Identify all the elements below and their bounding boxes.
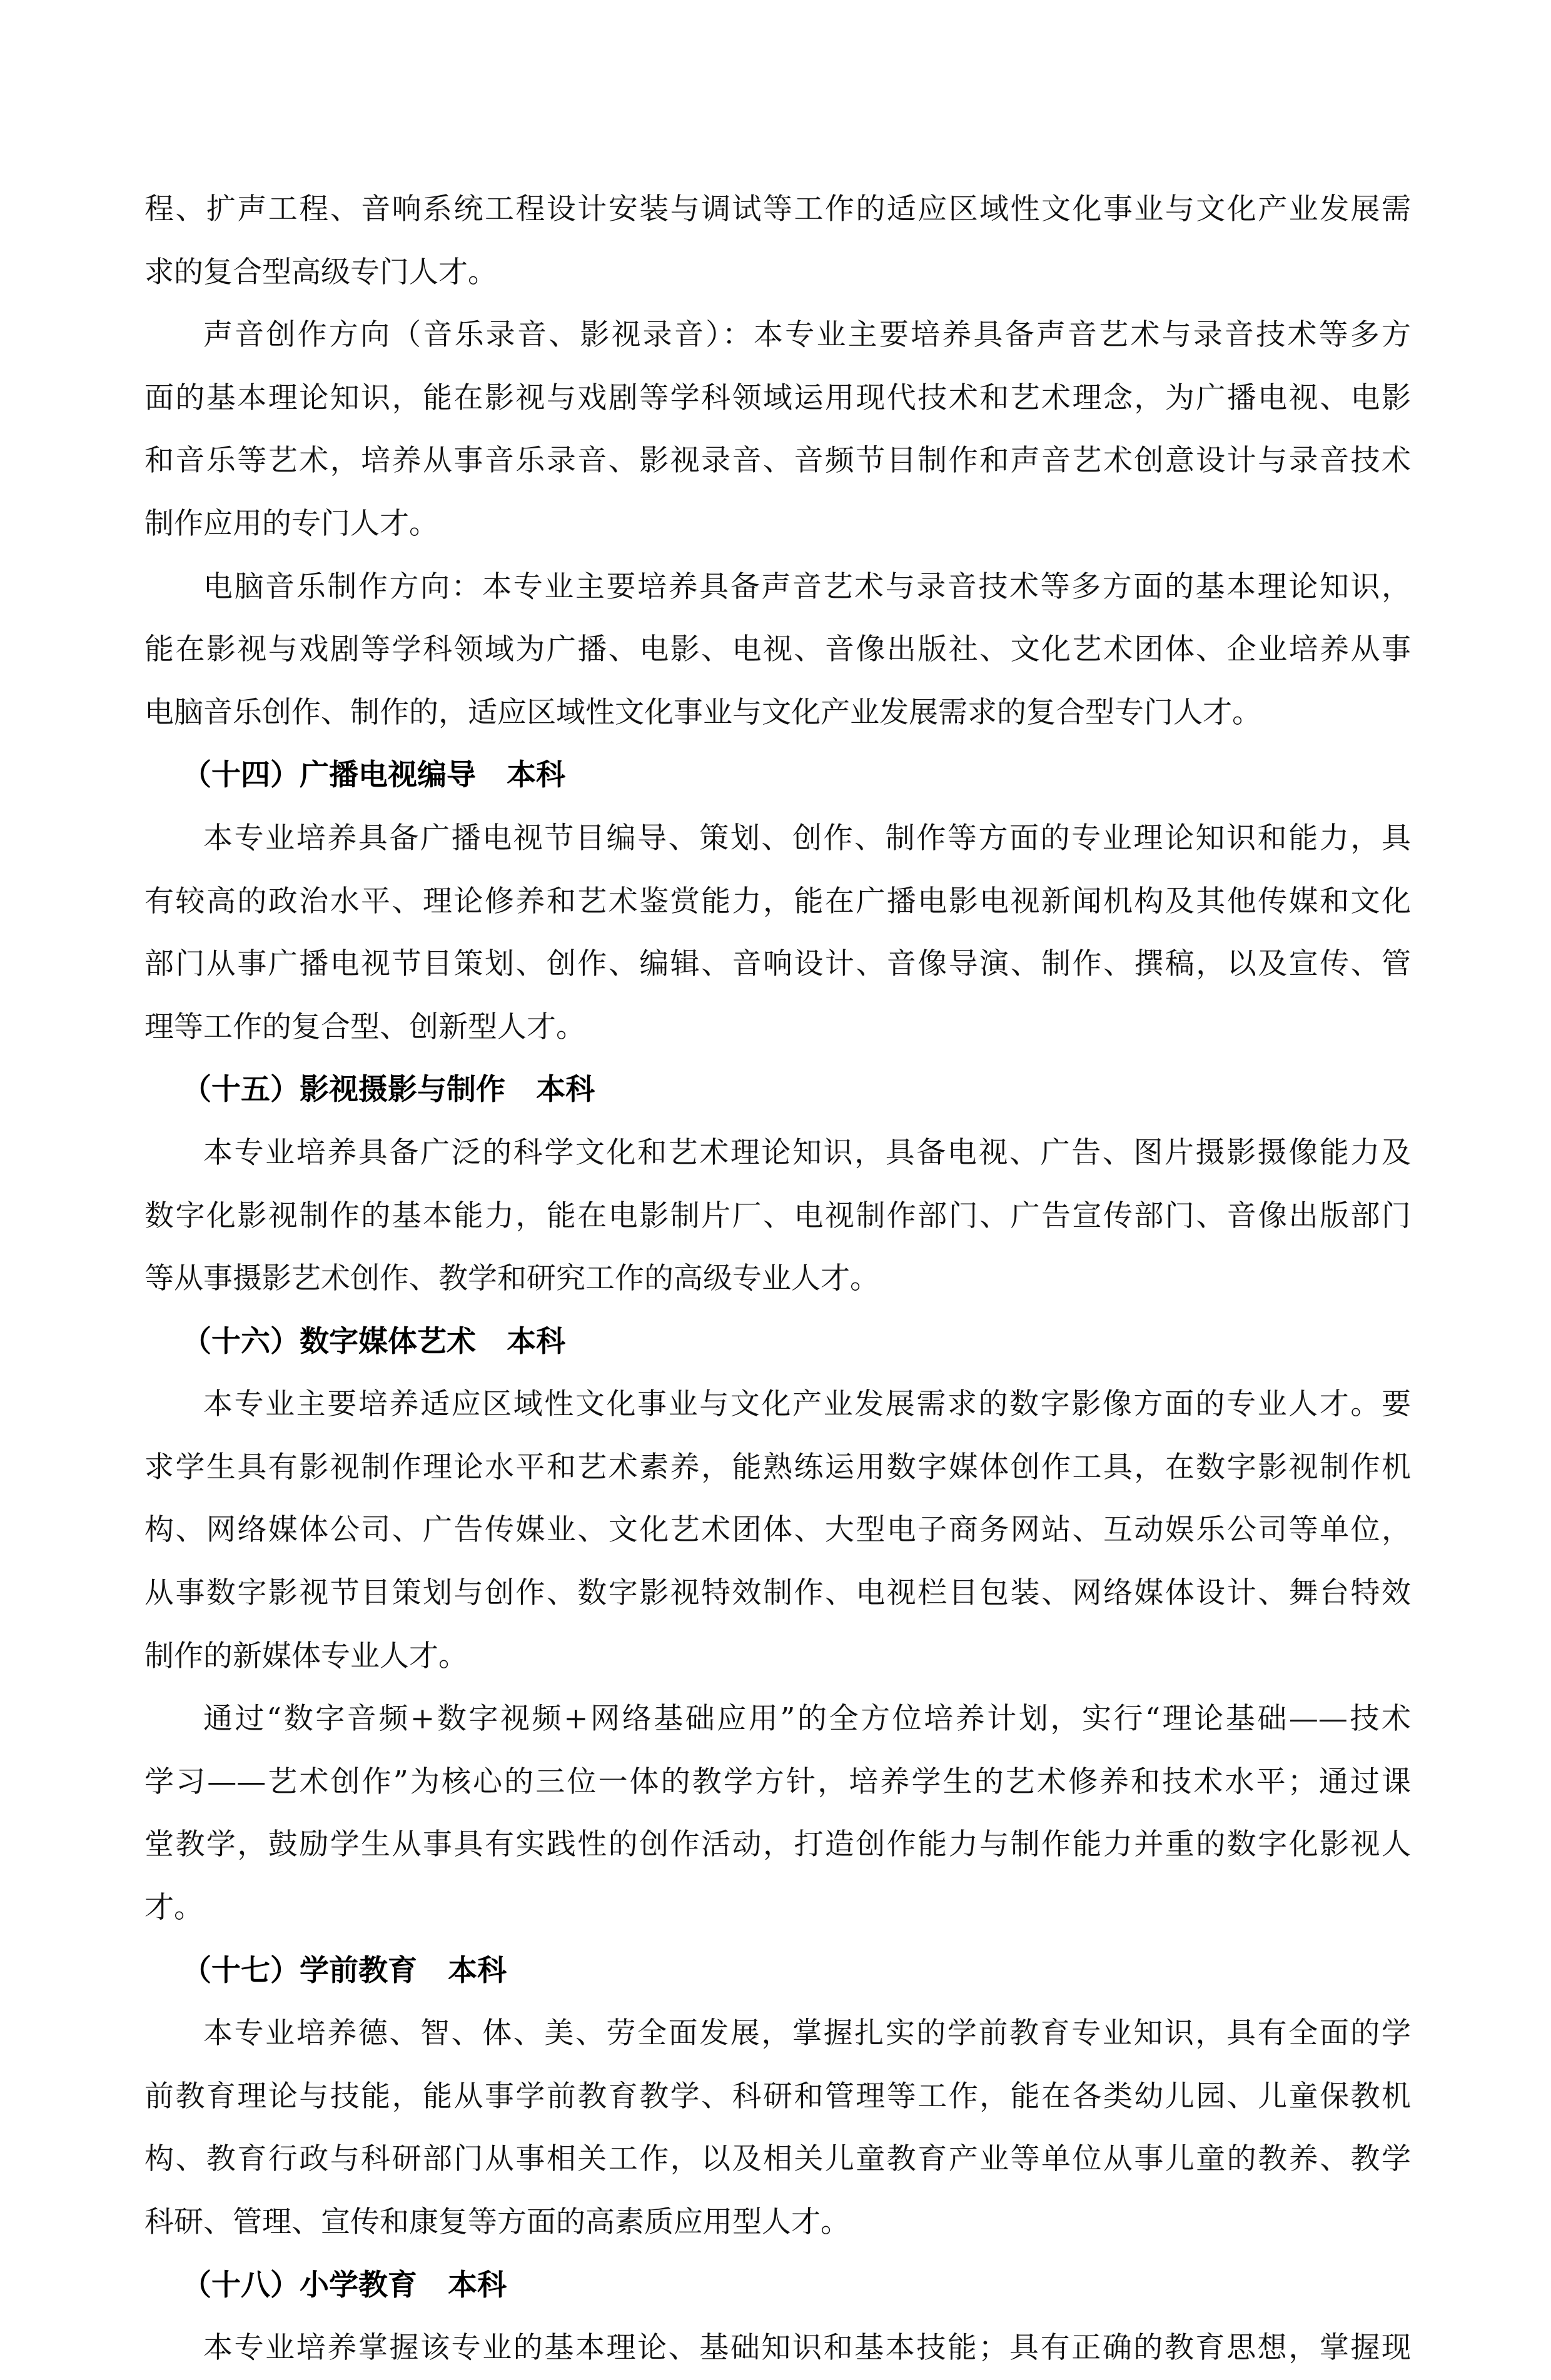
- paragraph-line: 本专业培养具备广泛的科学文化和艺术理论知识，具备电视、广告、图片摄影摄像能力及: [203, 1135, 1411, 1170]
- paragraph-line: 本专业培养德、智、体、美、劳全面发展，掌握扎实的学前教育专业知识，具有全面的学: [203, 2016, 1411, 2051]
- paragraph: [144, 556, 1411, 745]
- paragraph: [144, 807, 1411, 1059]
- paragraph-line: 制作的新媒体专业人才。: [144, 1638, 468, 1673]
- section-heading: （十七）学前教育 本科: [182, 1953, 507, 1988]
- paragraph: [144, 1688, 1411, 1939]
- paragraph: [144, 1122, 1411, 1311]
- paragraph-line: 和音乐等艺术，培养从事音乐录音、影视录音、音频节目制作和声音艺术创意设计与录音技术: [144, 443, 1411, 478]
- paragraph-line: 科研、管理、宣传和康复等方面的高素质应用型人才。: [144, 2205, 850, 2239]
- section-heading: （十八）小学教育 本科: [182, 2267, 507, 2302]
- document-page: [144, 178, 1411, 2380]
- paragraph-line: 程、扩声工程、音响系统工程设计安装与调试等工作的适应区域性文化事业与文化产业发展需: [144, 192, 1411, 226]
- paragraph-line: 电脑音乐制作方向：本专业主要培养具备声音艺术与录音技术等多方面的基本理论知识，: [203, 569, 1411, 604]
- paragraph-line: 通过“数字音频+数字视频+网络基础应用”的全方位培养计划，实行“理论基础——技术: [203, 1702, 1411, 1737]
- paragraph-line: 电脑音乐创作、制作的，适应区域性文化事业与文化产业发展需求的复合型专门人才。: [144, 695, 1261, 730]
- paragraph-line: 声音创作方向（音乐录音、影视录音）：本专业主要培养具备声音艺术与录音技术等多方: [203, 318, 1411, 353]
- paragraph-line: 才。: [144, 1890, 203, 1925]
- paragraph-line: 构、网络媒体公司、广告传媒业、文化艺术团体、大型电子商务网站、互动娱乐公司等单位，: [144, 1513, 1411, 1548]
- paragraph-line: 本专业培养具备广播电视节目编导、策划、创作、制作等方面的专业理论知识和能力，具: [203, 820, 1411, 855]
- paragraph-line: 本专业主要培养适应区域性文化事业与文化产业发展需求的数字影像方面的专业人才。要: [203, 1387, 1411, 1422]
- paragraph-line: 前教育理论与技能，能从事学前教育教学、科研和管理等工作，能在各类幼儿园、儿童保教机: [144, 2079, 1411, 2114]
- paragraph-line: 部门从事广播电视节目策划、创作、编辑、音响设计、音像导演、制作、撰稿，以及宣传、管: [144, 947, 1411, 982]
- paragraph-line: 本专业培养掌握该专业的基本理论、基础知识和基本技能；具有正确的教育思想，掌握现: [203, 2331, 1411, 2366]
- paragraph: [144, 304, 1411, 555]
- paragraph-line: 学习——艺术创作”为核心的三位一体的教学方针，培养学生的艺术修养和技术水平；通过课: [144, 1764, 1411, 1799]
- section-heading: （十五）影视摄影与制作 本科: [182, 1072, 595, 1107]
- paragraph: [144, 2002, 1411, 2254]
- paragraph-line: 理等工作的复合型、创新型人才。: [144, 1009, 585, 1044]
- document-body: [144, 178, 1411, 2380]
- paragraph-line: 能在影视与戏剧等学科领域为广播、电影、电视、音像出版社、文化艺术团体、企业培养从事: [144, 632, 1411, 667]
- paragraph-line: 有较高的政治水平、理论修养和艺术鉴赏能力，能在广播电影电视新闻机构及其他传媒和文化: [144, 884, 1411, 919]
- paragraph-line: 堂教学，鼓励学生从事具有实践性的创作活动，打造创作能力与制作能力并重的数字化影视人: [144, 1827, 1411, 1862]
- paragraph-line: 制作应用的专门人才。: [144, 506, 438, 541]
- paragraph-line: 求的复合型高级专门人才。: [144, 255, 497, 290]
- paragraph-line: 面的基本理论知识，能在影视与戏剧等学科领域运用现代技术和艺术理念，为广播电视、电影: [144, 380, 1411, 415]
- paragraph: [144, 2317, 1411, 2380]
- paragraph: [144, 1373, 1411, 1688]
- paragraph-line: 从事数字影视节目策划与创作、数字影视特效制作、电视栏目包装、网络媒体设计、舞台特效: [144, 1576, 1411, 1611]
- paragraph-line: 等从事摄影艺术创作、教学和研究工作的高级专业人才。: [144, 1261, 879, 1296]
- paragraph-line: 构、教育行政与科研部门从事相关工作，以及相关儿童教育产业等单位从事儿童的教养、教学: [144, 2142, 1411, 2177]
- paragraph-line: 数字化影视制作的基本能力，能在电影制片厂、电视制作部门、广告宣传部门、音像出版部门: [144, 1198, 1411, 1233]
- section-heading: （十四）广播电视编导 本科: [182, 758, 566, 793]
- paragraph-line: 求学生具有影视制作理论水平和艺术素养，能熟练运用数字媒体创作工具，在数字影视制作机: [144, 1450, 1411, 1485]
- paragraph: [144, 178, 1411, 304]
- section-heading: （十六）数字媒体艺术 本科: [182, 1324, 566, 1359]
